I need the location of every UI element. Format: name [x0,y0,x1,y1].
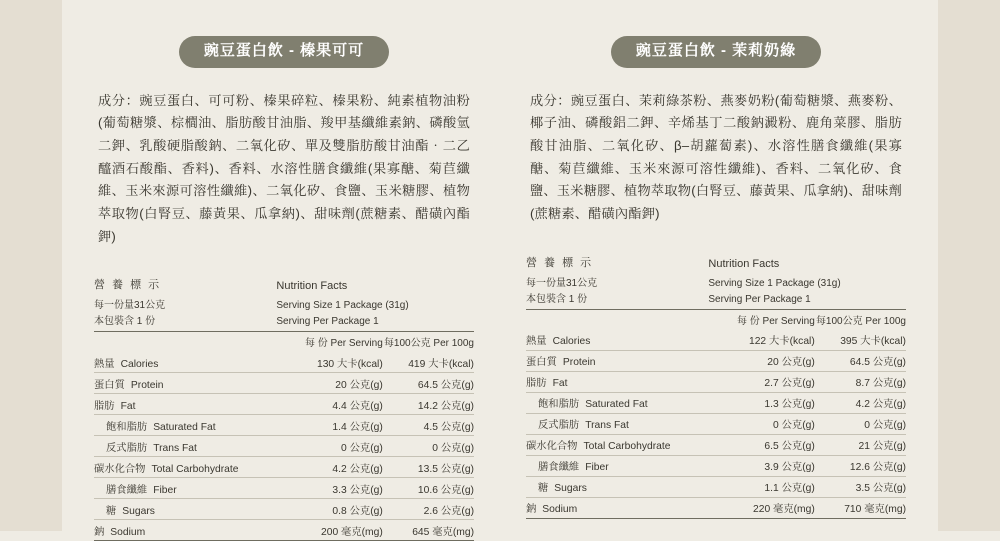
row-value-per100g: 4.2 公克(g) [815,392,906,413]
serving-size-zh: 每一份量31公克 [94,300,166,312]
row-value-serving: 0.8 公克(g) [276,499,382,520]
servings-per-package-row [526,290,906,306]
row-label-zh: 脂肪 [526,378,547,390]
row-value-per100g: 419 大卡(kcal) [383,352,474,373]
column-header-row [526,309,906,330]
left-side-band [0,0,62,531]
row-label-zh: 反式脂肪 [106,442,148,454]
column-header-serving: 每 份 Per Serving [736,315,815,327]
row-value-serving: 1.4 公克(g) [276,415,382,436]
column-header-per100g: 每100公克 Per 100g [815,315,906,327]
row-label-zh: 糖 [106,505,117,517]
row-label-zh: 熱量 [94,358,115,370]
row-label-zh: 鈉 [94,526,105,538]
row-value-per100g: 13.5 公克(g) [383,457,474,478]
table-row [94,457,474,478]
row-value-serving: 130 大卡(kcal) [276,352,382,373]
servings-zh: 本包裝含 1 份 [94,316,156,328]
row-label-en: Sodium [542,504,578,516]
serving-size-en: Serving Size 1 Package (31g) [276,300,409,312]
row-value-per100g: 21 公克(g) [815,434,906,455]
row-value-per100g: 64.5 公克(g) [383,373,474,394]
row-label [94,457,276,478]
servings-en: Serving Per Package 1 [708,293,811,305]
serving-size-zh: 每一份量31公克 [526,277,598,289]
table-row [526,434,906,455]
nutrition-title-zh: 營 養 標 示 [94,279,162,292]
row-value-serving: 220 毫克(mg) [708,497,814,518]
product-column-hazelnut-cocoa [94,36,474,538]
row-value-per100g: 12.6 公克(g) [815,455,906,476]
nutrition-title-en: Nutrition Facts [276,280,348,293]
row-value-serving: 1.1 公克(g) [708,476,814,497]
row-label-zh: 脂肪 [94,400,115,412]
row-label [526,392,708,413]
table-row [526,392,906,413]
nutrition-title-en: Nutrition Facts [708,257,780,270]
row-value-per100g: 0 公克(g) [815,413,906,434]
row-label [94,520,276,541]
row-label-zh: 鈉 [526,504,537,516]
row-label [526,371,708,392]
row-label-en: Saturated Fat [153,421,216,433]
table-row [526,330,906,351]
nutrition-facts-table [526,252,906,519]
empty-cell [94,332,276,353]
nutrition-title-zh: 營 養 標 示 [526,256,594,269]
row-value-serving: 0 公克(g) [276,436,382,457]
table-row [526,497,906,518]
table-row [526,476,906,497]
row-label-zh: 碳水化合物 [526,441,578,453]
row-label-zh: 飽和脂肪 [106,421,148,433]
row-label [526,476,708,497]
product-title-badge: 豌豆蛋白飲 - 茉莉奶綠 [611,36,821,68]
table-row [94,415,474,436]
table-row [526,371,906,392]
empty-cell [526,309,708,330]
table-row [94,373,474,394]
column-header-per100g: 每100公克 Per 100g [383,338,474,350]
ingredients-text: 成分：豌豆蛋白、茉莉綠茶粉、燕麥奶粉(葡萄糖漿、燕麥粉、椰子油、磷酸鋁二鉀、辛烯基丁二酸鈉澱粉、鹿角菜膠、脂肪酸甘油脂、二氧化矽、β–胡蘿蔔素)、水溶性膳食纖維(果寡醣、菊苣纖維、玉米來源可溶性纖維)、香料、二氧化矽、食鹽、玉米糖膠、植物萃取物(白腎豆、藤黃果、瓜拿納)、甜味劑(蔗糖素、醋磺內酯鉀) [530,92,902,222]
row-label-en: Trans Fat [153,442,197,454]
serving-size-row [94,296,474,312]
row-label [526,413,708,434]
row-value-serving: 1.3 公克(g) [708,392,814,413]
row-label-zh: 膳食纖維 [106,484,148,496]
row-value-per100g: 395 大卡(kcal) [815,330,906,351]
row-label-en: Fat [552,378,568,390]
table-row [526,455,906,476]
row-value-serving: 20 公克(g) [708,350,814,371]
table-row [94,478,474,499]
ingredients-text: 成分：豌豆蛋白、可可粉、榛果碎粒、榛果粉、純素植物油粉(葡萄糖漿、棕櫚油、脂肪酸甘油脂、羧甲基纖維素鈉、磷酸氫二鉀、乳酸硬脂酸鈉、二氧化矽、單及雙脂肪酸甘油酯‧二乙醯酒石酸酯、香料)、香料、水溶性膳食纖維(果寡醣、菊苣纖維、玉米來源可溶性纖維)、二氧化矽、食鹽、玉米糖膠、植物萃取物(白腎豆、藤黃果、瓜拿納)、甜味劑(蔗糖素、醋磺內酯鉀) [98,92,470,244]
table-row [94,520,474,541]
row-label [94,394,276,415]
row-label-zh: 反式脂肪 [538,420,580,432]
row-label [526,330,708,351]
row-label-zh: 糖 [538,483,549,495]
row-value-per100g: 10.6 公克(g) [383,478,474,499]
row-label-en: Trans Fat [585,420,629,432]
row-label [94,373,276,394]
row-label [526,455,708,476]
row-label [94,436,276,457]
row-label [94,478,276,499]
row-label-zh: 飽和脂肪 [538,399,580,411]
servings-per-package-row [94,312,474,328]
row-label-en: Fat [120,400,136,412]
product-title-badge: 豌豆蛋白飲 - 榛果可可 [179,36,389,68]
row-label-zh: 蛋白質 [526,357,557,369]
nutrition-header-row [94,274,474,296]
row-value-per100g: 4.5 公克(g) [383,415,474,436]
right-side-band [938,0,1000,531]
row-label [526,350,708,371]
table-row [526,350,906,371]
table-row [94,394,474,415]
row-label-en: Sugars [554,483,587,495]
column-header-serving: 每 份 Per Serving [304,338,383,350]
table-row [526,413,906,434]
row-value-per100g: 8.7 公克(g) [815,371,906,392]
row-value-serving: 6.5 公克(g) [708,434,814,455]
row-label-en: Calories [552,336,591,348]
column-header-row [94,332,474,353]
row-value-per100g: 645 毫克(mg) [383,520,474,541]
row-value-per100g: 2.6 公克(g) [383,499,474,520]
serving-size-en: Serving Size 1 Package (31g) [708,277,841,289]
row-label-en: Sodium [110,526,146,538]
row-label-en: Total Carbohydrate [583,441,671,453]
row-label [94,415,276,436]
row-value-per100g: 0 公克(g) [383,436,474,457]
row-label [526,497,708,518]
row-value-per100g: 710 毫克(mg) [815,497,906,518]
row-value-serving: 4.2 公克(g) [276,457,382,478]
product-column-jasmine-milk-green [526,36,906,531]
row-value-serving: 3.3 公克(g) [276,478,382,499]
row-value-serving: 3.9 公克(g) [708,455,814,476]
row-value-serving: 200 毫克(mg) [276,520,382,541]
row-value-serving: 2.7 公克(g) [708,371,814,392]
nutrition-facts-table [94,274,474,541]
row-label-en: Total Carbohydrate [151,463,239,475]
row-label-en: Sugars [122,505,155,517]
row-label-zh: 膳食纖維 [538,462,580,474]
row-label [94,499,276,520]
row-value-serving: 4.4 公克(g) [276,394,382,415]
row-label [526,434,708,455]
row-label-en: Protein [562,357,596,369]
row-label [94,352,276,373]
row-label-zh: 蛋白質 [94,379,125,391]
row-value-serving: 0 公克(g) [708,413,814,434]
row-label-en: Fiber [153,484,177,496]
row-value-serving: 122 大卡(kcal) [708,330,814,351]
row-label-zh: 碳水化合物 [94,463,146,475]
serving-size-row [526,274,906,290]
row-label-en: Protein [130,379,164,391]
row-label-en: Saturated Fat [585,399,648,411]
row-label-zh: 熱量 [526,336,547,348]
nutrition-header-row [526,252,906,274]
row-label-en: Fiber [585,462,609,474]
servings-en: Serving Per Package 1 [276,316,379,328]
row-value-per100g: 3.5 公克(g) [815,476,906,497]
row-value-serving: 20 公克(g) [276,373,382,394]
row-label-en: Calories [120,358,159,370]
product-columns [62,0,938,538]
row-value-per100g: 14.2 公克(g) [383,394,474,415]
row-value-per100g: 64.5 公克(g) [815,350,906,371]
table-row [94,499,474,520]
servings-zh: 本包裝含 1 份 [526,293,588,305]
table-row [94,436,474,457]
table-row [94,352,474,373]
